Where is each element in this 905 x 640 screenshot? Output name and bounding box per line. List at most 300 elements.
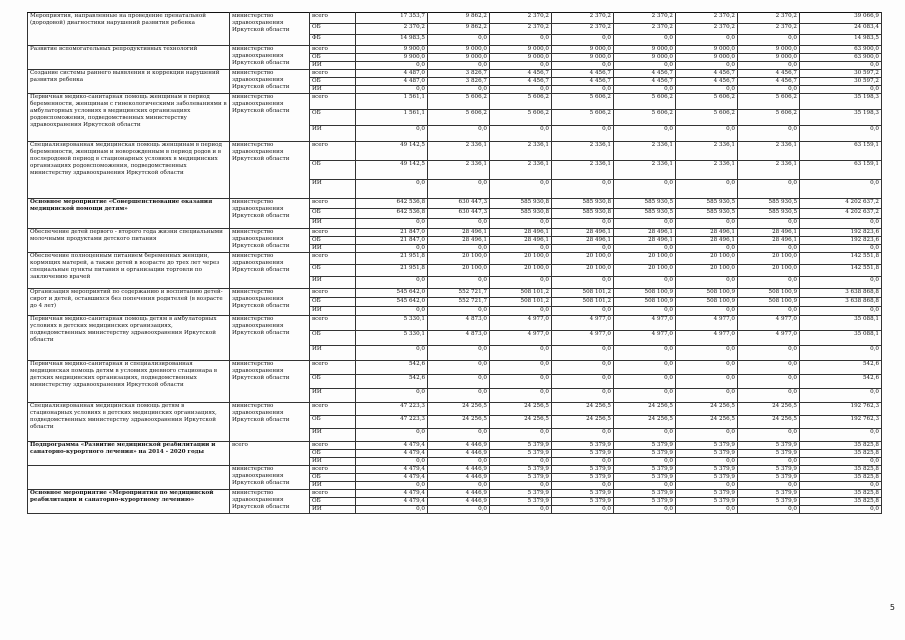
amount-cell: 0,0 [428,245,490,253]
funding-source-cell: ИИ [310,245,356,253]
total-cell: 3 638 868,8 [800,298,882,307]
total-cell: 192 823,6 [800,237,882,245]
amount-cell: 0,0 [614,458,676,466]
amount-cell: 545 642,0 [356,289,428,298]
amount-cell: 5 606,2 [676,110,738,126]
amount-cell: 5 606,2 [552,94,614,110]
amount-cell: 4 456,7 [738,70,800,78]
amount-cell: 0,0 [738,62,800,70]
amount-cell: 21 847,0 [356,229,428,237]
amount-cell: 0,0 [490,346,552,361]
amount-cell: 5 379,9 [614,490,676,498]
amount-cell: 2 336,1 [738,142,800,161]
amount-cell: 28 496,1 [490,237,552,245]
total-cell: 192 762,3 [800,416,882,429]
amount-cell: 20 100,0 [428,265,490,277]
amount-cell: 4 456,7 [552,78,614,86]
amount-cell: 0,0 [738,482,800,490]
executor-cell: министерство здравоохранения Иркутской области [230,94,310,142]
executor-cell: министерство здравоохранения Иркутской области [230,46,310,70]
amount-cell: 0,0 [356,86,428,94]
amount-cell: 9 900,0 [356,54,428,62]
amount-cell: 0,0 [614,277,676,289]
funding-source-cell: ОБ [310,24,356,35]
amount-cell: 17 353,7 [356,13,428,24]
funding-source-cell: ОБ [310,298,356,307]
amount-cell: 4 479,4 [356,442,428,450]
activity-title: Организация мероприятий по содержанию и воспитанию детей-сирот и детей, оставшихся без попечения родителей (в возрасте до 4 лет) [28,289,230,316]
amount-cell: 4 479,4 [356,490,428,498]
funding-source-cell: ИИ [310,429,356,442]
total-cell: 35 198,3 [800,110,882,126]
funding-source-cell: ОБ [310,54,356,62]
executor-cell: министерство здравоохранения Иркутской области [230,142,310,199]
executor-cell: министерство здравоохранения Иркутской области [230,490,310,514]
table-row [28,253,882,265]
funding-source-cell: ИИ [310,62,356,70]
executor-cell: министерство здравоохранения Иркутской области [230,199,310,229]
activity-title: Специализированная медицинская помощь женщинам в период беременности, женщинам и новорожденным в период родов и в послеродовой период в стационарных условиях в медицинских организациях родовспоможения, подведомственных министерству здравоохранения Иркутской области [28,142,230,199]
amount-cell: 0,0 [428,389,490,403]
amount-cell: 0,0 [356,389,428,403]
activity-title: Создание системы раннего выявления и коррекции нарушений развития ребенка [28,70,230,94]
amount-cell: 0,0 [614,180,676,199]
amount-cell: 9 862,2 [428,24,490,35]
amount-cell: 0,0 [738,361,800,375]
funding-source-cell: ИИ [310,86,356,94]
amount-cell: 0,0 [738,126,800,142]
amount-cell: 5 379,9 [676,442,738,450]
amount-cell: 0,0 [428,180,490,199]
amount-cell: 28 496,1 [490,229,552,237]
amount-cell: 5 606,2 [428,94,490,110]
amount-cell: 9 000,0 [428,46,490,54]
funding-source-cell: ОБ [310,237,356,245]
funding-source-cell: ИИ [310,180,356,199]
amount-cell: 585 930,5 [614,209,676,219]
amount-cell: 0,0 [356,429,428,442]
table-row [28,289,882,298]
amount-cell: 0,0 [428,506,490,514]
amount-cell: 0,0 [738,219,800,229]
executor-cell: министерство здравоохранения Иркутской области [230,13,310,46]
amount-cell: 0,0 [614,62,676,70]
amount-cell: 9 000,0 [676,54,738,62]
amount-cell: 2 336,1 [552,161,614,180]
activity-title: Основное мероприятие «Мероприятия по медицинской реабилитации и санаторно-курортному лечению» [28,490,230,514]
funding-source-cell: всего [310,289,356,298]
amount-cell: 2 370,2 [738,24,800,35]
amount-cell: 24 256,5 [490,416,552,429]
amount-cell: 0,0 [490,180,552,199]
funding-source-cell: всего [310,361,356,375]
amount-cell: 0,0 [552,277,614,289]
amount-cell: 0,0 [552,506,614,514]
amount-cell: 0,0 [428,86,490,94]
total-cell: 24 083,4 [800,24,882,35]
amount-cell: 0,0 [428,219,490,229]
amount-cell: 4 487,0 [356,78,428,86]
total-cell: 30 597,2 [800,78,882,86]
amount-cell: 542,6 [356,375,428,389]
total-cell: 0,0 [800,245,882,253]
amount-cell: 0,0 [676,277,738,289]
amount-cell: 5 379,9 [738,450,800,458]
amount-cell: 0,0 [428,458,490,466]
amount-cell: 5 606,2 [490,110,552,126]
amount-cell: 0,0 [614,86,676,94]
funding-source-cell: всего [310,142,356,161]
amount-cell: 2 370,2 [552,13,614,24]
amount-cell: 2 336,1 [614,161,676,180]
amount-cell: 4 977,0 [490,331,552,346]
activity-title: Первичная медико-санитарная помощь детям в амбулаторных условиях в детских медицинских организациях, подведомственных министерству здравоохранения Иркутской области [28,316,230,361]
funding-source-cell: ИИ [310,277,356,289]
amount-cell: 4 977,0 [614,316,676,331]
amount-cell: 2 370,2 [738,13,800,24]
total-cell: 35 088,1 [800,331,882,346]
amount-cell: 2 336,1 [676,161,738,180]
amount-cell: 20 100,0 [552,253,614,265]
amount-cell: 585 930,8 [490,209,552,219]
amount-cell: 5 379,9 [490,466,552,474]
funding-source-cell: ОБ [310,331,356,346]
amount-cell: 4 456,7 [490,70,552,78]
amount-cell: 0,0 [614,389,676,403]
amount-cell: 2 370,2 [614,24,676,35]
amount-cell: 0,0 [676,180,738,199]
amount-cell: 28 496,1 [552,229,614,237]
funding-source-cell: всего [310,253,356,265]
amount-cell: 24 256,5 [738,403,800,416]
total-cell: 192 823,6 [800,229,882,237]
amount-cell: 0,0 [738,86,800,94]
amount-cell: 0,0 [552,219,614,229]
amount-cell: 508 100,9 [614,298,676,307]
executor-cell: министерство здравоохранения Иркутской области [230,466,310,490]
amount-cell: 4 977,0 [738,316,800,331]
funding-source-cell: всего [310,316,356,331]
amount-cell: 0,0 [738,346,800,361]
amount-cell: 0,0 [490,506,552,514]
amount-cell: 585 930,5 [738,199,800,209]
amount-cell: 0,0 [490,277,552,289]
amount-cell: 24 256,5 [676,416,738,429]
amount-cell: 5 606,2 [676,94,738,110]
budget-table [27,12,882,514]
funding-source-cell: ИИ [310,482,356,490]
total-cell: 35 825,8 [800,450,882,458]
total-cell: 142 551,8 [800,265,882,277]
amount-cell: 9 000,0 [490,46,552,54]
amount-cell: 2 370,2 [676,13,738,24]
amount-cell: 20 100,0 [676,253,738,265]
amount-cell: 0,0 [738,506,800,514]
total-cell: 14 983,5 [800,35,882,46]
amount-cell: 20 100,0 [428,253,490,265]
funding-source-cell: ОБ [310,375,356,389]
total-cell: 192 762,3 [800,403,882,416]
amount-cell: 2 370,2 [490,13,552,24]
amount-cell: 508 100,9 [676,289,738,298]
amount-cell: 24 256,5 [552,416,614,429]
activity-title: Подпрограмма «Развитие медицинской реабилитации и санаторно-курортного лечения» на 2014 - 2020 годы [28,442,230,466]
amount-cell: 508 100,9 [738,298,800,307]
amount-cell: 0,0 [428,375,490,389]
amount-cell: 585 930,5 [676,199,738,209]
funding-source-cell: ОБ [310,474,356,482]
amount-cell: 0,0 [614,375,676,389]
amount-cell: 21 847,0 [356,237,428,245]
table-row [28,229,882,237]
amount-cell: 1 561,1 [356,110,428,126]
amount-cell: 5 379,9 [614,466,676,474]
amount-cell: 5 606,2 [738,110,800,126]
amount-cell: 5 606,2 [614,94,676,110]
amount-cell: 5 379,9 [490,450,552,458]
amount-cell: 4 456,7 [676,70,738,78]
amount-cell: 4 977,0 [552,316,614,331]
amount-cell: 5 606,2 [428,110,490,126]
total-cell: 4 202 637,2 [800,209,882,219]
amount-cell: 28 496,1 [614,229,676,237]
amount-cell: 2 336,1 [428,142,490,161]
amount-cell: 0,0 [676,126,738,142]
amount-cell: 0,0 [614,245,676,253]
amount-cell: 5 379,9 [552,450,614,458]
amount-cell: 4 977,0 [614,331,676,346]
total-cell: 35 198,3 [800,94,882,110]
total-cell: 35 825,8 [800,498,882,506]
amount-cell: 9 000,0 [676,46,738,54]
amount-cell: 4 977,0 [552,331,614,346]
total-cell: 0,0 [800,346,882,361]
funding-source-cell: ИИ [310,458,356,466]
funding-source-cell: всего [310,199,356,209]
table-row [28,361,882,375]
amount-cell: 0,0 [676,86,738,94]
amount-cell: 0,0 [428,35,490,46]
amount-cell: 0,0 [738,458,800,466]
amount-cell: 0,0 [490,429,552,442]
amount-cell: 21 951,8 [356,265,428,277]
amount-cell: 28 496,1 [614,237,676,245]
amount-cell: 0,0 [552,245,614,253]
funding-source-cell: всего [310,94,356,110]
total-cell: 63 159,1 [800,161,882,180]
amount-cell: 5 379,9 [490,442,552,450]
amount-cell: 0,0 [676,506,738,514]
amount-cell: 21 951,8 [356,253,428,265]
amount-cell: 0,0 [356,245,428,253]
total-cell: 30 597,2 [800,70,882,78]
amount-cell: 0,0 [552,62,614,70]
amount-cell: 3 826,7 [428,78,490,86]
amount-cell: 4 456,7 [676,78,738,86]
amount-cell: 24 256,5 [614,403,676,416]
amount-cell: 5 330,1 [356,316,428,331]
amount-cell: 508 100,9 [738,289,800,298]
amount-cell: 20 100,0 [490,253,552,265]
amount-cell: 4 479,4 [356,474,428,482]
amount-cell: 4 446,9 [428,490,490,498]
amount-cell: 0,0 [676,245,738,253]
total-cell: 0,0 [800,126,882,142]
total-cell: 3 638 868,8 [800,289,882,298]
total-cell: 35 825,8 [800,466,882,474]
amount-cell: 0,0 [614,126,676,142]
amount-cell: 0,0 [490,86,552,94]
amount-cell: 0,0 [490,361,552,375]
amount-cell: 24 256,5 [676,403,738,416]
table-row [28,13,882,24]
amount-cell: 24 256,5 [738,416,800,429]
amount-cell: 0,0 [356,219,428,229]
amount-cell: 5 379,9 [738,466,800,474]
amount-cell: 4 977,0 [738,331,800,346]
executor-cell: министерство здравоохранения Иркутской области [230,253,310,289]
funding-source-cell: ИИ [310,506,356,514]
amount-cell: 4 977,0 [676,316,738,331]
amount-cell: 5 379,9 [490,498,552,506]
total-cell: 142 551,8 [800,253,882,265]
amount-cell: 5 379,9 [676,466,738,474]
amount-cell: 0,0 [676,219,738,229]
activity-title: Первичная медико-санитарная помощь женщинам в период беременности, женщинам с гинекологическими заболеваниями в амбулаторных условиях в медицинских организациях родовспоможения, подведомственных министерству здравоохранения Иркутской области [28,94,230,142]
amount-cell: 28 496,1 [428,237,490,245]
amount-cell: 5 379,9 [614,474,676,482]
amount-cell: 0,0 [552,126,614,142]
amount-cell: 0,0 [614,506,676,514]
amount-cell: 5 379,9 [676,450,738,458]
amount-cell: 5 379,9 [738,474,800,482]
amount-cell: 0,0 [614,346,676,361]
amount-cell: 0,0 [428,429,490,442]
amount-cell: 0,0 [356,277,428,289]
amount-cell: 9 900,0 [356,46,428,54]
table-row [28,466,882,474]
funding-source-cell: всего [310,403,356,416]
amount-cell: 5 379,9 [552,490,614,498]
amount-cell: 20 100,0 [676,265,738,277]
activity-title [28,466,230,490]
amount-cell: 0,0 [356,307,428,316]
funding-source-cell: всего [310,229,356,237]
amount-cell: 4 456,7 [738,78,800,86]
activity-title: Первичная медико-санитарная и специализированная медицинская помощь детям в условиях дневного стационара в детских медицинских организациях, подведомственных министерству здравоохранения Иркутской области [28,361,230,403]
amount-cell: 0,0 [552,458,614,466]
amount-cell: 630 447,3 [428,209,490,219]
amount-cell: 0,0 [738,429,800,442]
amount-cell: 0,0 [676,62,738,70]
amount-cell: 5 330,1 [356,331,428,346]
amount-cell: 2 336,1 [490,142,552,161]
amount-cell: 28 496,1 [676,229,738,237]
funding-source-cell: ОБ [310,110,356,126]
amount-cell: 5 379,9 [614,498,676,506]
amount-cell: 0,0 [614,429,676,442]
amount-cell: 508 101,2 [552,298,614,307]
funding-source-cell: ИИ [310,307,356,316]
funding-source-cell: ИИ [310,219,356,229]
amount-cell: 0,0 [614,35,676,46]
executor-cell: министерство здравоохранения Иркутской области [230,229,310,253]
amount-cell: 5 606,2 [614,110,676,126]
amount-cell: 0,0 [738,389,800,403]
amount-cell: 0,0 [490,458,552,466]
amount-cell: 0,0 [428,62,490,70]
amount-cell: 0,0 [614,361,676,375]
amount-cell: 0,0 [552,429,614,442]
amount-cell: 5 379,9 [490,474,552,482]
funding-source-cell: ИИ [310,126,356,142]
amount-cell: 47 223,3 [356,416,428,429]
amount-cell: 5 379,9 [552,442,614,450]
amount-cell: 47 223,3 [356,403,428,416]
amount-cell: 0,0 [490,245,552,253]
amount-cell: 0,0 [428,277,490,289]
amount-cell: 0,0 [552,35,614,46]
amount-cell: 5 379,9 [738,498,800,506]
amount-cell: 4 479,4 [356,498,428,506]
table-row [28,70,882,78]
amount-cell: 0,0 [676,429,738,442]
amount-cell: 0,0 [676,35,738,46]
activity-title: Обеспечение полноценным питанием беременных женщин, кормящих матерей, а также детей в возрасте до трех лет через специальные пункты питания и организации торговли по заключению врачей [28,253,230,289]
amount-cell: 585 930,5 [614,199,676,209]
funding-source-cell: всего [310,490,356,498]
amount-cell: 0,0 [676,482,738,490]
amount-cell: 0,0 [676,346,738,361]
amount-cell: 0,0 [552,307,614,316]
amount-cell: 2 370,2 [490,24,552,35]
amount-cell: 0,0 [356,180,428,199]
total-cell: 0,0 [800,86,882,94]
amount-cell: 5 379,9 [614,442,676,450]
amount-cell: 0,0 [490,307,552,316]
amount-cell: 24 256,5 [428,403,490,416]
amount-cell: 9 000,0 [614,54,676,62]
amount-cell: 508 101,2 [490,298,552,307]
total-cell: 63 900,0 [800,54,882,62]
amount-cell: 4 446,9 [428,466,490,474]
amount-cell: 0,0 [428,482,490,490]
funding-source-cell: всего [310,466,356,474]
activity-title: Развитие вспомогательных репродуктивных технологий [28,46,230,70]
amount-cell: 0,0 [356,346,428,361]
amount-cell: 0,0 [676,458,738,466]
amount-cell: 0,0 [490,219,552,229]
amount-cell: 5 379,9 [552,466,614,474]
amount-cell: 2 336,1 [676,142,738,161]
amount-cell: 0,0 [738,277,800,289]
amount-cell: 508 100,9 [676,298,738,307]
amount-cell: 552 721,7 [428,298,490,307]
total-cell: 0,0 [800,277,882,289]
funding-source-cell: всего [310,46,356,54]
amount-cell: 4 446,9 [428,450,490,458]
amount-cell: 0,0 [356,506,428,514]
total-cell: 0,0 [800,219,882,229]
amount-cell: 14 983,5 [356,35,428,46]
amount-cell: 630 447,3 [428,199,490,209]
amount-cell: 585 930,8 [490,199,552,209]
total-cell: 0,0 [800,389,882,403]
amount-cell: 0,0 [490,375,552,389]
amount-cell: 508 100,9 [614,289,676,298]
funding-source-cell: ФБ [310,35,356,46]
amount-cell: 3 826,7 [428,70,490,78]
